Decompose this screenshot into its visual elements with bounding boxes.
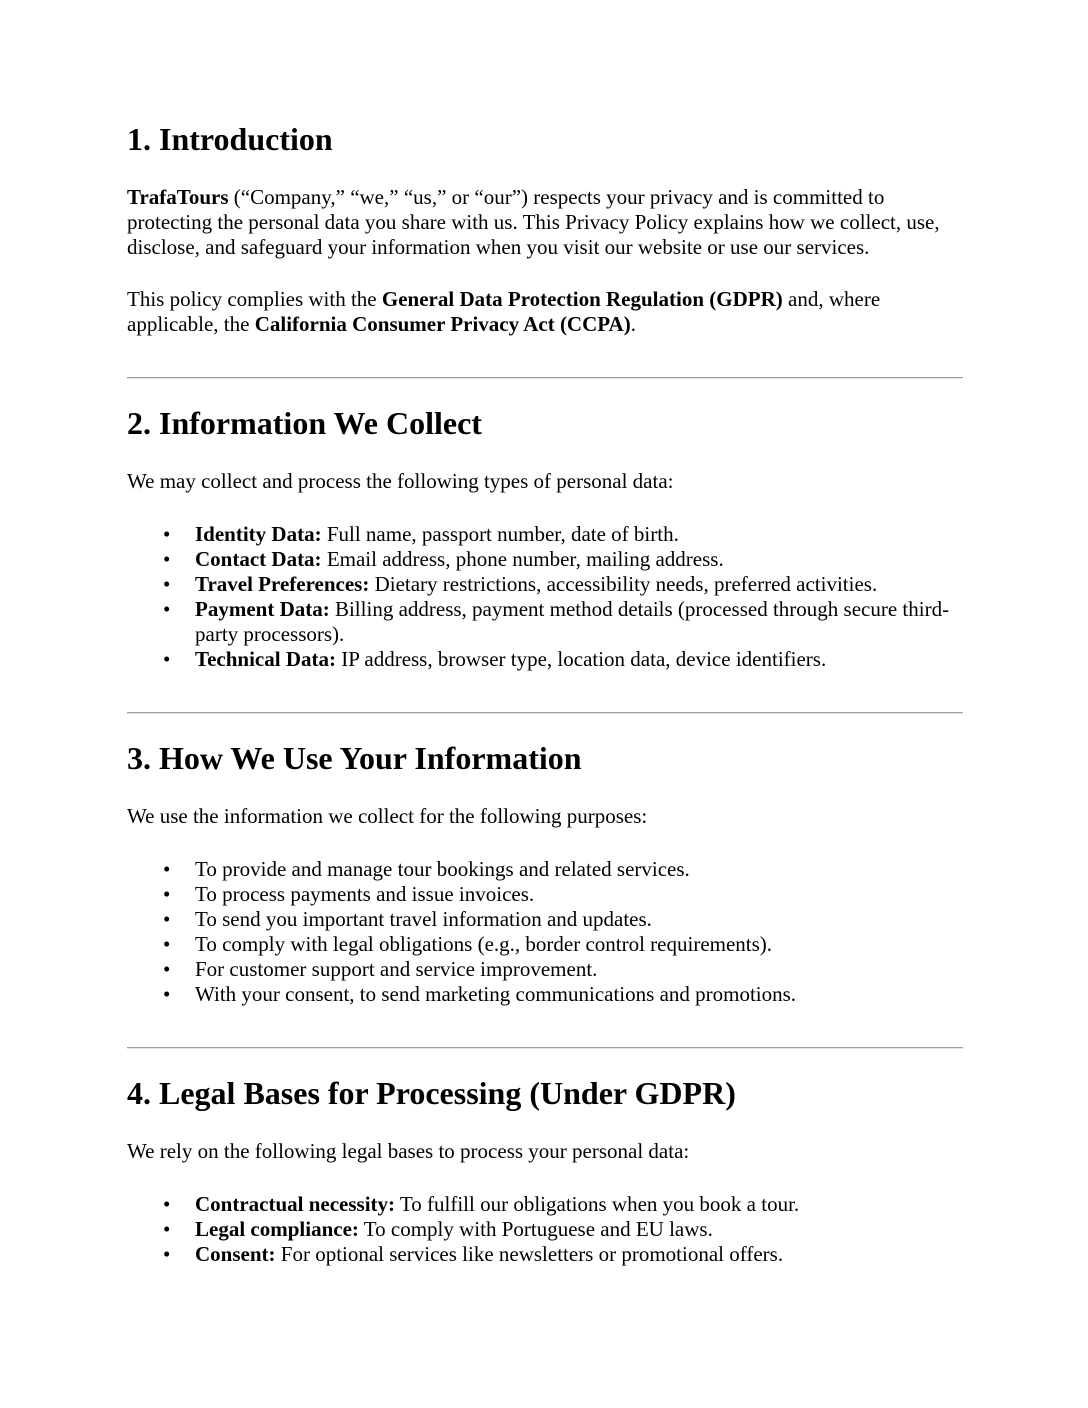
list-item (195, 907, 963, 932)
section-legal-bases-for-processing (127, 1075, 963, 1267)
bold-text: General Data Protection Regulation (GDPR) (381, 287, 783, 311)
bullet-label: Identity Data: (195, 522, 322, 546)
bullet-text: For optional services like newsletters or promotional offers. (275, 1242, 784, 1266)
paragraph: We use the information we collect for the following purposes: (127, 804, 648, 828)
bullet-text: Email address, phone number, mailing address. (321, 547, 724, 571)
bullet-text: To process payments and issue invoices. (195, 882, 535, 906)
bullet-list (127, 1192, 963, 1267)
section-how-we-use-your-information (127, 740, 963, 1007)
bullet-text: To comply with Portuguese and EU laws. (358, 1217, 713, 1241)
list-item (195, 857, 963, 882)
paragraph (127, 185, 963, 260)
list-item (195, 547, 963, 572)
bullet-text: To comply with legal obligations (e.g., border control requirements). (195, 932, 773, 956)
bullet-list (127, 857, 963, 1007)
list-item (195, 982, 963, 1007)
bullet-text: With your consent, to send marketing communications and promotions. (195, 982, 797, 1006)
bullet-text: To provide and manage tour bookings and related services. (195, 857, 690, 881)
section-heading: 3. How We Use Your Information (127, 740, 582, 776)
text-segment: and, where applicable, the (127, 287, 881, 336)
list-item (195, 572, 963, 597)
section-divider (127, 377, 963, 379)
list-item (195, 1192, 963, 1217)
bullet-text: Dietary restrictions, accessibility needs, preferred activities. (369, 572, 878, 596)
bullet-label: Payment Data: (195, 597, 330, 621)
section-information-we-collect (127, 405, 963, 672)
bullet-text: To fulfill our obligations when you book a tour. (395, 1192, 800, 1216)
list-item (195, 1242, 963, 1267)
bullet-text: Full name, passport number, date of birth. (321, 522, 679, 546)
list-item (195, 957, 963, 982)
text-segment: This policy complies with the (127, 287, 382, 311)
section-introduction (127, 121, 963, 337)
paragraph (127, 287, 963, 337)
bullet-text: IP address, browser type, location data, device identifiers. (335, 647, 827, 671)
paragraph: We rely on the following legal bases to process your personal data: (127, 1139, 690, 1163)
bullet-label: Technical Data: (195, 647, 336, 671)
bold-text: California Consumer Privacy Act (CCPA) (254, 312, 631, 336)
bullet-text: To send you important travel information and updates. (195, 907, 652, 931)
section-heading: 1. Introduction (127, 121, 333, 157)
section-heading: 4. Legal Bases for Processing (Under GDPR) (127, 1075, 736, 1111)
bullet-text: For customer support and service improvement. (195, 957, 598, 981)
bullet-label: Consent: (195, 1242, 276, 1266)
list-item (195, 1217, 963, 1242)
bullet-list (127, 522, 963, 672)
bullet-label: Contact Data: (195, 547, 322, 571)
text-segment: (“Company,” “we,” “us,” or “our”) respects your privacy and is committed to protecting the personal data you share with us. This Privacy Policy explains how we collect, use, disclose, and safeguard your information when you visit our website or use our services. (127, 185, 940, 259)
bullet-text: Billing address, payment method details (processed through secure third-party processors). (195, 597, 950, 646)
list-item (195, 597, 963, 647)
section-divider (127, 712, 963, 714)
list-item (195, 932, 963, 957)
paragraph: We may collect and process the following types of personal data: (127, 469, 674, 493)
bullet-label: Travel Preferences: (195, 572, 370, 596)
list-item (195, 647, 963, 672)
bullet-label: Legal compliance: (195, 1217, 359, 1241)
section-divider (127, 1047, 963, 1049)
list-item (195, 882, 963, 907)
text-segment: . (630, 312, 636, 336)
bullet-label: Contractual necessity: (195, 1192, 396, 1216)
section-heading: 2. Information We Collect (127, 405, 482, 441)
bold-text: TrafaTours (127, 185, 229, 209)
list-item (195, 522, 963, 547)
